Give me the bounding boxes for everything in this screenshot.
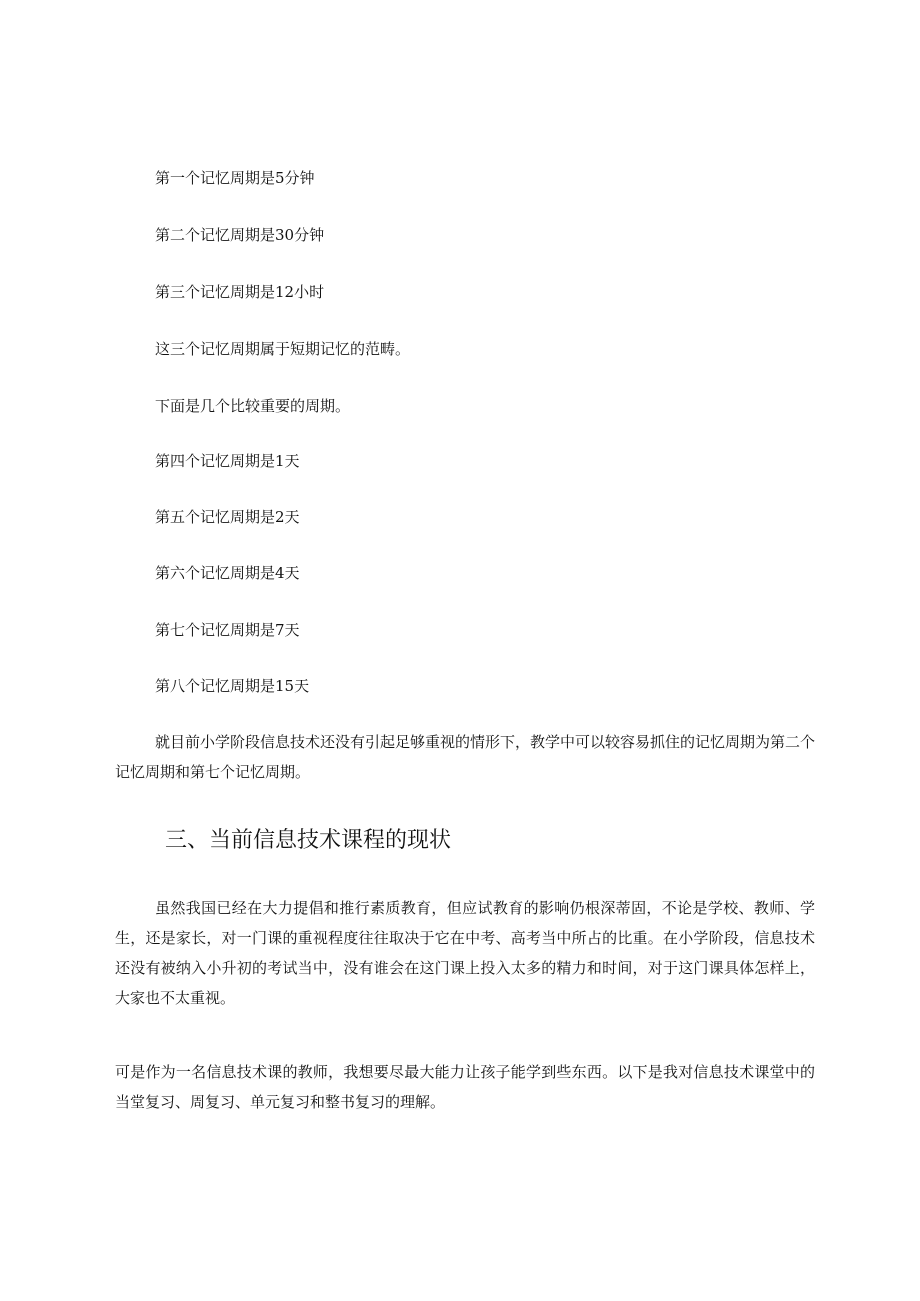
section-heading: 三、当前信息技术课程的现状 [165, 828, 452, 853]
cycle-line-8: 第八个记忆周期是15天 [155, 677, 310, 695]
cycle-line-4: 第四个记忆周期是1天 [155, 452, 300, 470]
important-cycles-note: 下面是几个比较重要的周期。 [155, 397, 351, 415]
cycle-line-2: 第二个记忆周期是30分钟 [155, 226, 325, 244]
cycle-line-3: 第三个记忆周期是12小时 [155, 283, 325, 301]
paragraph-teacher-view: 可是作为一名信息技术课的教师，我想要尽最大能力让孩子能学到些东西。以下是我对信息技术课堂中的当堂复习、周复习、单元复习和整书复习的理解。 [115, 1063, 815, 1111]
cycle-line-1: 第一个记忆周期是5分钟 [155, 169, 315, 187]
paragraph-current-status: 虽然我国已经在大力提倡和推行素质教育，但应试教育的影响仍根深蒂固，不论是学校、教师、学生，还是家长，对一门课的重视程度往往取决于它在中考、高考当中所占的比重。在小学阶段，信息技术还没有被纳入小升初的考试当中，没有谁会在这门课上投入太多的精力和时间，对于这门课具体怎样上，大家也不太重视。 [115, 899, 815, 1007]
cycle-line-6: 第六个记忆周期是4天 [155, 564, 300, 582]
short-term-note: 这三个记忆周期属于短期记忆的范畴。 [155, 340, 411, 358]
cycle-line-5: 第五个记忆周期是2天 [155, 508, 300, 526]
cycle-line-7: 第七个记忆周期是7天 [155, 621, 300, 639]
paragraph-cycle-summary: 就目前小学阶段信息技术还没有引起足够重视的情形下，教学中可以较容易抓住的记忆周期为第二个记忆周期和第七个记忆周期。 [115, 733, 816, 781]
